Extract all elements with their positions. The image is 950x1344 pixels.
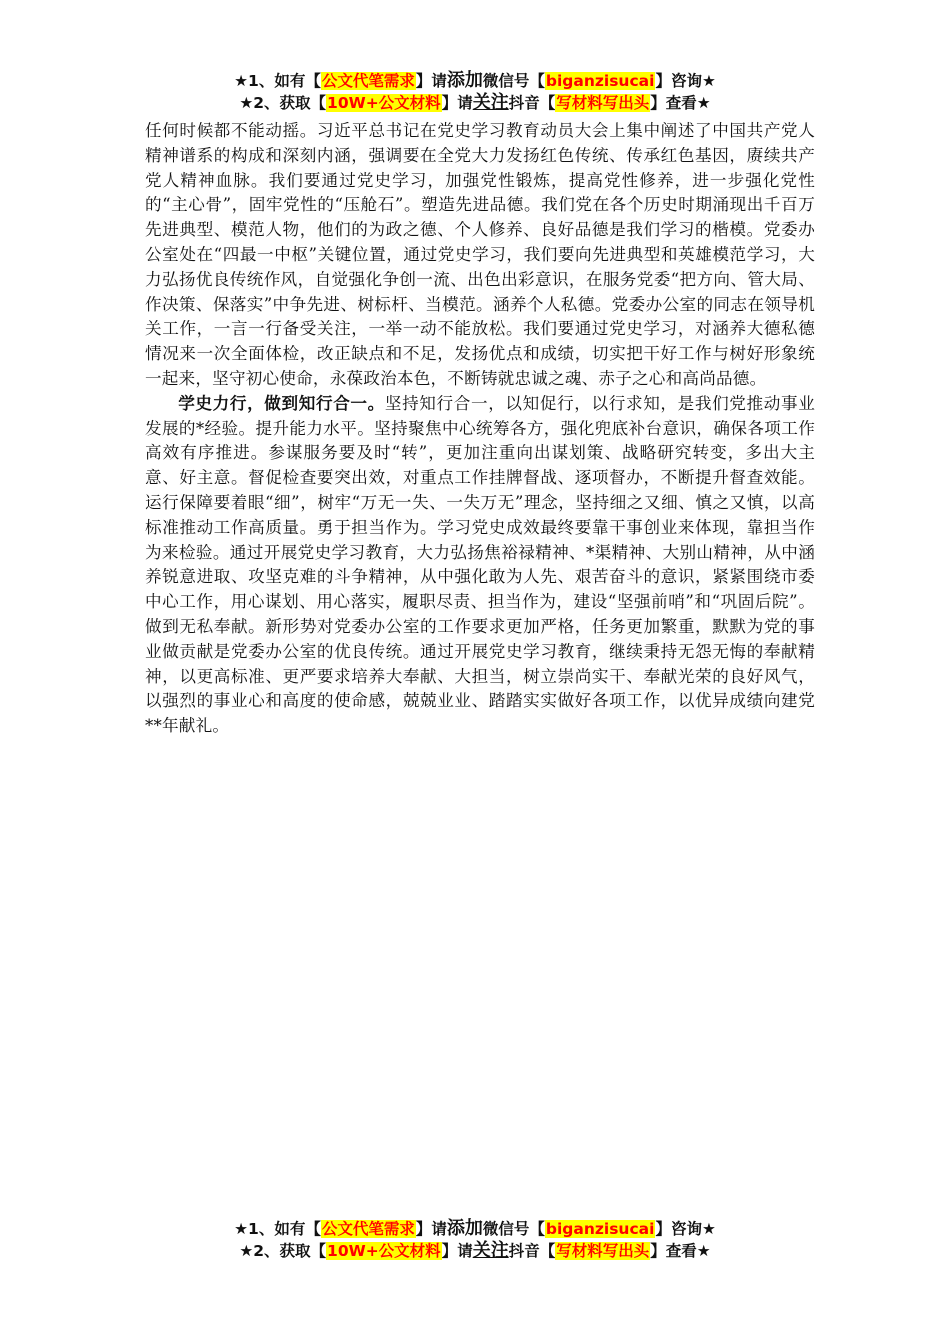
footer-line-1 (0, 1218, 950, 1240)
banner-emphasis: 添加 (446, 1218, 483, 1239)
banner-text: 抖音【 (508, 1242, 556, 1260)
banner-text: ★2、获取【 (239, 94, 327, 112)
banner-text: ★1、如有【 (234, 1220, 321, 1238)
banner-text: 】请 (415, 72, 447, 90)
banner-text: 】咨询★ (655, 72, 716, 90)
paragraph-1: 任何时候都不能动摇。习近平总书记在党史学习教育动员大会上集中阐述了中国共产党人精神谱系的构成和深刻内涵，强调要在全党大力发扬红色传统、传承红色基因，赓续共产党人精神血脉。我们要通过党史学习，加强党性锻炼，提高党性修养，进一步强化党性的“主心骨”，固牢党性的“压舱石”。塑造先进品德。我们党在各个历史时期涌现出千百万先进典型、模范人物，他们的为政之德、个人修养、良好品德是我们学习的楷模。党委办公室处在“四最一中枢”关键位置，通过党史学习，我们要向先进典型和英雄模范学习，大力弘扬优良传统作风，自觉强化争创一流、出色出彩意识，在服务党委“把方向、管大局、作决策、保落实”中争先进、树标杆、当模范。涵养个人私德。党委办公室的同志在领导机关工作，一言一行备受关注，一举一动不能放松。我们要通过党史学习，对涵养大德私德情况来一次全面体检，改正缺点和不足，发扬优点和成绩，切实把干好工作与树好形象统一起来，坚守初心使命，永葆政治本色，不断铸就忠诚之魂、赤子之心和高尚品德。 (145, 121, 815, 388)
highlight-douyin-account: 写材料写出头 (556, 94, 650, 112)
banner-text: 】咨询★ (655, 1220, 716, 1238)
document-body (145, 119, 815, 739)
banner-text: 】请 (441, 1242, 473, 1260)
banner-emphasis: 添加 (446, 70, 483, 91)
banner-text: 】请 (441, 94, 473, 112)
highlight-materials: 10W+公文材料 (327, 94, 441, 112)
banner-text: 微信号【 (482, 1220, 545, 1238)
banner-text: 微信号【 (482, 72, 545, 90)
banner-text: 】查看★ (650, 94, 711, 112)
banner-line-2 (0, 92, 950, 114)
banner-emphasis: 关注 (472, 1240, 509, 1261)
paragraph-2 (145, 392, 815, 739)
banner-text: 抖音【 (508, 94, 556, 112)
banner-emphasis: 关注 (472, 92, 509, 113)
banner-text: 】查看★ (650, 1242, 711, 1260)
paragraph-2-text: 坚持知行合一，以知促行，以行求知，是我们党推动事业发展的*经验。提升能力水平。坚持聚焦中心统筹各方，强化兜底补台意识，确保各项工作高效有序推进。参谋服务要及时“转”，更加注重向出谋划策、战略研究转变，多出大主意、好主意。督促检查要突出效，对重点工作挂牌督战、逐项督办，不断提升督查效能。运行保障要着眼“细”，树牢“万无一失、一失万无”理念，坚持细之又细、慎之又慎，以高标准推动工作高质量。勇于担当作为。学习党史成效最终要靠干事创业来体现，靠担当作为来检验。通过开展党史学习教育，大力弘扬焦裕禄精神、*渠精神、大别山精神，从中涵养锐意进取、攻坚克难的斗争精神，从中强化敢为人先、艰苦奋斗的意识，紧紧围绕市委中心工作，用心谋划、用心落实，履职尽责、担当作为，建设“坚强前哨”和“巩固后院”。做到无私奉献。新形势对党委办公室的工作要求更加严格，任务更加繁重，默默为党的事业做贡献是党委办公室的优良传统。通过开展党史学习教育，继续秉持无怨无悔的奉献精神，以更高标准、更严要求培养大奉献、大担当，树立崇尚实干、奉献光荣的良好风气，以强烈的事业心和高度的使命感，兢兢业业、踏踏实实做好各项工作，以优异成绩向建党**年献礼。 (145, 393, 815, 736)
highlight-douyin-account: 写材料写出头 (556, 1242, 650, 1260)
paragraph-2-lead: 学史力行，做到知行合一。 (178, 393, 385, 413)
footer-line-2 (0, 1240, 950, 1262)
banner-text: ★2、获取【 (239, 1242, 327, 1260)
highlight-service: 公文代笔需求 (321, 1220, 415, 1238)
highlight-wechat-id: biganzisucai (545, 1220, 655, 1238)
banner-text: ★1、如有【 (234, 72, 321, 90)
highlight-materials: 10W+公文材料 (327, 1242, 441, 1260)
highlight-service: 公文代笔需求 (321, 72, 415, 90)
banner-line-1 (0, 70, 950, 92)
banner-text: 】请 (415, 1220, 447, 1238)
footer-banner (0, 1218, 950, 1262)
header-banner (0, 70, 950, 114)
highlight-wechat-id: biganzisucai (545, 72, 655, 90)
